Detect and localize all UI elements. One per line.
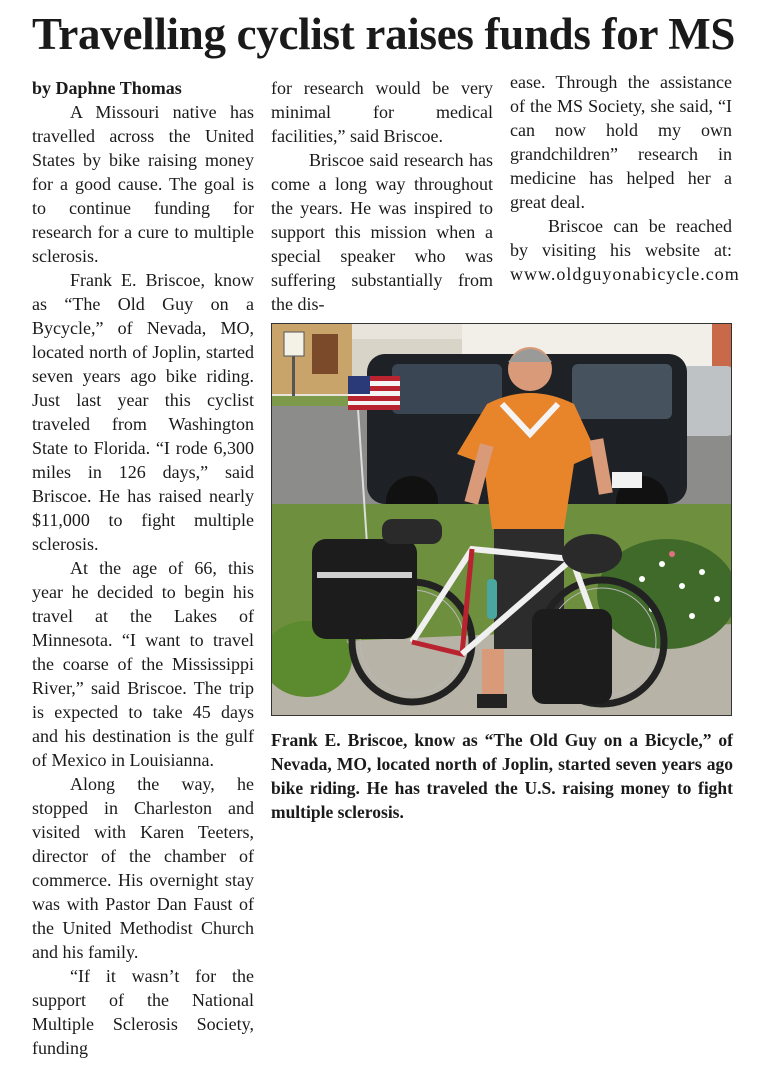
contact-text: Briscoe can be reached by visiting his website at:: [510, 216, 732, 260]
paragraph: [510, 214, 740, 286]
photo-illustration: [272, 324, 732, 716]
article-column-1: [32, 76, 254, 1060]
suv-windshield: [572, 364, 672, 419]
building-window: [312, 334, 338, 374]
paragraph: Frank E. Briscoe, know as “The Old Guy on a Bycycle,” of Nevada, MO, located north of Joplin, started seven years ago bike riding. Just last year this cyclist traveled from Washington State to Florida. “I rode 6,300 miles in 126 days,” said Briscoe. He has raised nearly $11,000 to fight multiple sclerosis.: [32, 270, 254, 554]
paragraph-continued: ease. Through the assistance of the MS Society, she said, “I can now hold my own grandchildren” research in medicine has helped her a great deal.: [510, 72, 732, 212]
photo-caption: Frank E. Briscoe, know as “The Old Guy on a Bicycle,” of Nevada, MO, located north of Joplin, started seven years ago bike riding. He has traveled the U.S. raising money to fight multiple sclerosis.: [271, 730, 733, 822]
paragraph-continued: for research would be very minimal for medical facilities,” said Briscoe.: [271, 78, 493, 146]
paragraph: “If it wasn’t for the support of the National Multiple Sclerosis Society, funding: [32, 966, 254, 1058]
paragraph: Briscoe said research has come a long way throughout the years. He was inspired to support this mission when a special speaker who was suffering substantially from the dis-: [271, 150, 493, 314]
license-plate: [612, 472, 642, 488]
paragraph: Along the way, he stopped in Charleston and visited with Karen Teeters, director of the chamber of commerce. His overnight stay was with Pastor Dan Faust of the United Methodist Church and his family.: [32, 774, 254, 962]
cyclist-photo: [271, 323, 732, 716]
headline: Travelling cyclist raises funds for MS: [32, 9, 736, 59]
paragraph: At the age of 66, this year he decided to begin his travel at the Lakes of Minnesota. “I want to travel the coarse of the Mississippi River,” said Briscoe. The trip is expected to take 45 days and his destination is the gulf of Mexico in Louisianna.: [32, 558, 254, 770]
american-flag: [348, 376, 400, 410]
website-link[interactable]: www.oldguyonabicycle.com: [510, 264, 740, 284]
front-pannier: [532, 609, 612, 704]
byline: by Daphne Thomas: [32, 78, 182, 98]
article-column-2: [271, 76, 493, 316]
article-column-3: [510, 70, 740, 286]
rear-pannier: [312, 539, 417, 639]
paragraph: A Missouri native has travelled across the United States by bike raising money for a good cause. The goal is to continue funding for research for a cure to multiple sclerosis.: [32, 102, 254, 266]
helmet: [562, 534, 622, 574]
street-sign: [284, 332, 304, 356]
